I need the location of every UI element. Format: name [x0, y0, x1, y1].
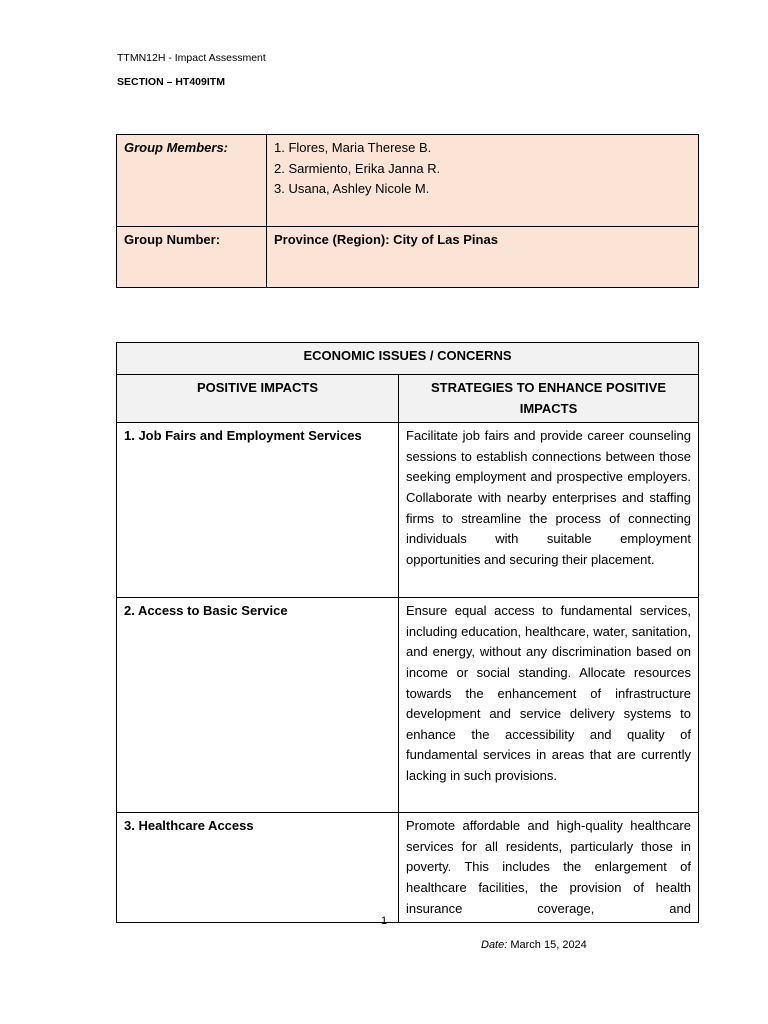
group-members-label: Group Members: — [117, 135, 267, 227]
group-member: 3. Usana, Ashley Nicole M. — [274, 181, 430, 197]
column-header-positive-impacts: POSITIVE IMPACTS — [117, 375, 399, 423]
issues-title-row — [117, 343, 699, 375]
group-members-row — [117, 135, 699, 227]
strategy-text: Ensure equal access to fundamental services, including education, healthcare, water, sanitation, and energy, without any discrimination based on income or social standing. Allocate resources towards the enhancement of infrastructure development and service delivery systems to enhance the accessibility and quality of fundamental services in areas that are currently lacking in such provisions. — [399, 598, 699, 813]
positive-impact: 3. Healthcare Access — [117, 813, 399, 923]
issues-header-row — [117, 375, 699, 423]
table-row — [117, 423, 699, 598]
group-members-cell — [267, 135, 699, 227]
positive-impact: 1. Job Fairs and Employment Services — [117, 423, 399, 598]
group-member: 1. Flores, Maria Therese B. — [274, 140, 432, 155]
date-value: March 15, 2024 — [510, 939, 587, 951]
group-number-row — [117, 227, 699, 288]
group-number-label: Group Number: — [117, 227, 267, 288]
positive-impact: 2. Access to Basic Service — [117, 598, 399, 813]
strategy-text: Promote affordable and high-quality healthcare services for all residents, particularly those in poverty. This includes the enlargement of healthcare facilities, the provision of health insurance coverage, and — [399, 813, 699, 923]
course-title: TTMN12H - Impact Assessment — [117, 52, 266, 64]
page-number: 1 — [380, 915, 388, 927]
table-row — [117, 813, 699, 923]
group-members-list — [274, 138, 691, 200]
province-region: Province (Region): City of Las Pinas — [267, 227, 699, 288]
strategy-text: Facilitate job fairs and provide career counseling sessions to establish connections between those seeking employment and prospective employers. Collaborate with nearby enterprises and staffing firms to streamline the process of connecting individuals with suitable employment opportunities and securing their placement. — [399, 423, 699, 598]
section-code: SECTION – HT409ITM — [117, 76, 225, 88]
group-info-table — [116, 134, 699, 288]
issues-title: ECONOMIC ISSUES / CONCERNS — [117, 343, 699, 375]
column-header-strategies: STRATEGIES TO ENHANCE POSITIVE IMPACTS — [399, 375, 699, 423]
economic-issues-table — [116, 342, 699, 923]
date-label: Date: — [481, 939, 508, 951]
table-row — [117, 598, 699, 813]
date-line — [481, 939, 587, 951]
group-member: 2. Sarmiento, Erika Janna R. — [274, 160, 441, 176]
